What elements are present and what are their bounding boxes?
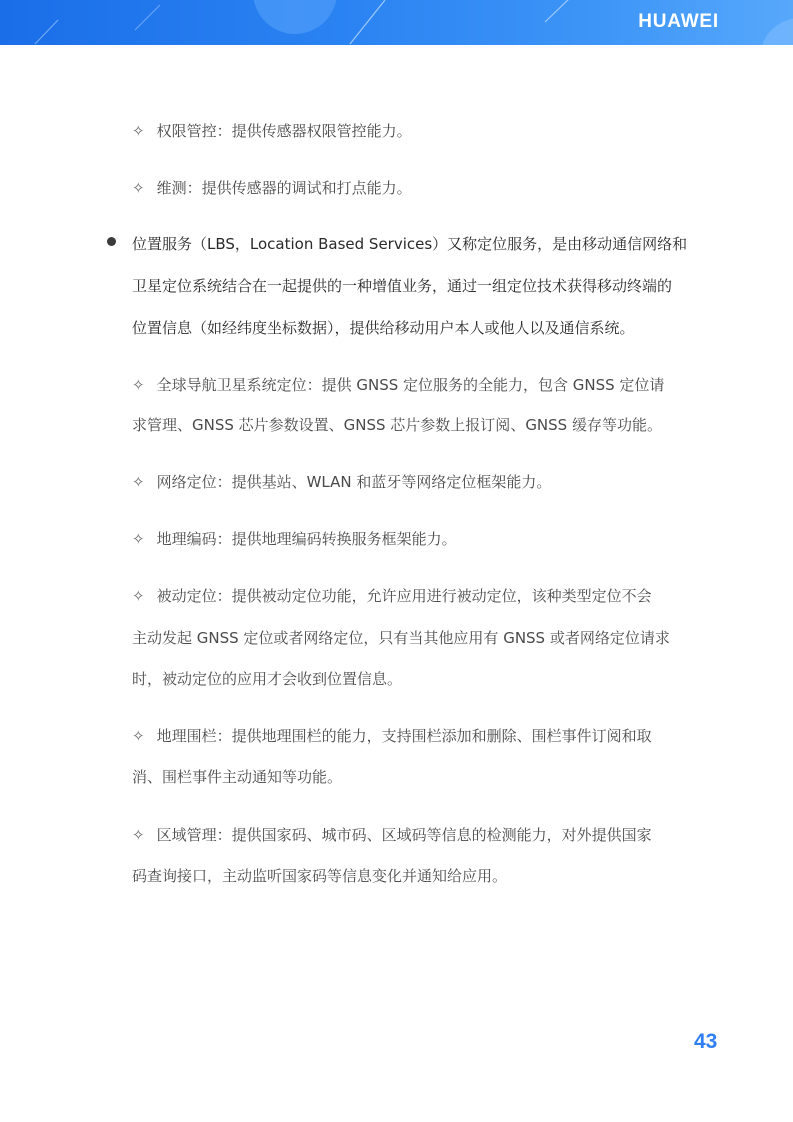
line-text: 区域管理：提供国家码、城市码、区域码等信息的检测能力，对外提供国家 <box>156 826 652 844</box>
page-header <box>0 0 793 45</box>
diamond-bullet-icon: ✧ <box>132 587 145 605</box>
bullet-region-management-line-1 <box>132 824 652 845</box>
line-text: 地理围栏：提供地理围栏的能力，支持围栏添加和删除、围栏事件订阅和取 <box>156 727 652 745</box>
bullet-passive-location-line-2: 主动发起 GNSS 定位或者网络定位，只有当其他应用有 GNSS 或者网络定位请求 <box>132 629 670 647</box>
bullet-region-management-line-2: 码查询接口，主动监听国家码等信息变化并通知给应用。 <box>132 867 508 885</box>
bullet-passive-location-line-3: 时，被动定位的应用才会收到位置信息。 <box>132 670 403 688</box>
line-text: 全球导航卫星系统定位：提供 GNSS 定位服务的全能力，包含 GNSS 定位请 <box>156 376 665 394</box>
diamond-bullet-icon: ✧ <box>132 179 145 197</box>
line-text: 网络定位：提供基站、WLAN 和蓝牙等网络定位框架能力。 <box>156 473 552 491</box>
huawei-logo-text: HUAWEI <box>638 11 719 32</box>
diamond-bullet-icon: ✧ <box>132 376 145 394</box>
diamond-bullet-icon: ✧ <box>132 122 145 140</box>
bullet-passive-location-line-1 <box>132 585 652 606</box>
diamond-bullet-icon: ✧ <box>132 826 145 844</box>
lbs-paragraph-line-3: 位置信息（如经纬度坐标数据），提供给移动用户本人或他人以及通信系统。 <box>132 319 635 337</box>
lbs-paragraph-line-1: 位置服务（LBS，Location Based Services）又称定位服务，是由移动通信网络和 <box>132 235 688 253</box>
bullet-geofence-line-1 <box>132 725 652 746</box>
line-text: 权限管控：提供传感器权限管控能力。 <box>156 122 412 140</box>
bullet-gnss-line-1 <box>132 374 664 395</box>
lbs-paragraph-line-2: 卫星定位系统结合在一起提供的一种增值业务，通过一组定位技术获得移动终端的 <box>132 277 673 295</box>
line-text: 被动定位：提供被动定位功能，允许应用进行被动定位，该种类型定位不会 <box>156 587 652 605</box>
bullet-permission-control <box>132 120 412 141</box>
line-text: 地理编码：提供地理编码转换服务框架能力。 <box>156 530 457 548</box>
bullet-geofence-line-2: 消、围栏事件主动通知等功能。 <box>132 768 343 786</box>
bullet-geocoding <box>132 528 457 549</box>
bullet-gnss-line-2: 求管理、GNSS 芯片参数设置、GNSS 芯片参数上报订阅、GNSS 缓存等功能。 <box>132 416 662 434</box>
page-number: 43 <box>694 1030 718 1053</box>
bullet-maintenance-test <box>132 177 412 198</box>
diamond-bullet-icon: ✧ <box>132 727 145 745</box>
diamond-bullet-icon: ✧ <box>132 473 145 491</box>
line-text: 维测：提供传感器的调试和打点能力。 <box>156 179 412 197</box>
circle-bullet-icon <box>107 237 116 246</box>
diamond-bullet-icon: ✧ <box>132 530 145 548</box>
bullet-network-location <box>132 471 551 492</box>
